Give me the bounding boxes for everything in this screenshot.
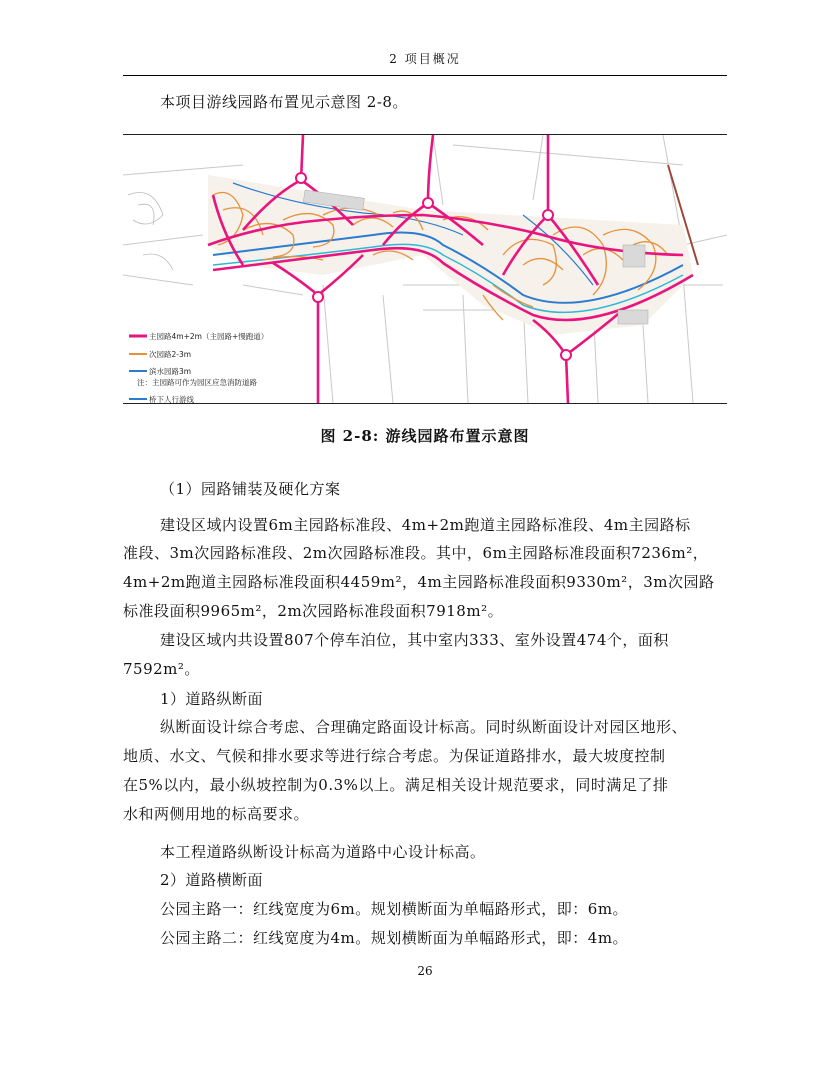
- legend-waterfront-path: 滨水园路3m: [149, 367, 192, 376]
- legend-main-path: 主园路4m+2m（主园路+慢跑道）: [149, 332, 269, 341]
- para3-line4: 水和两侧用地的标高要求。: [123, 805, 310, 823]
- para2-line2: 7592m²。: [123, 660, 200, 678]
- para3-line1: 纵断面设计综合考虑、合理确定路面设计标高。同时纵断面设计对园区地形、: [160, 718, 688, 736]
- para6: 公园主路二：红线宽度为4m。规划横断面为单幅路形式，即：4m。: [160, 929, 629, 947]
- section-heading: （1）园路铺装及硬化方案: [160, 480, 341, 498]
- para1-line3: 4m+2m跑道主园路标准段面积4459m²，4m主园路标准段面积9330m²，3m次园路: [123, 573, 715, 591]
- intro-text: 本项目游线园路布置见示意图 2-8。: [160, 93, 408, 111]
- legend-secondary-path: 次园路2-3m: [149, 350, 192, 359]
- page-number: 26: [417, 964, 433, 978]
- para3-line2: 地质、水文、气候和排水要求等进行综合考虑。为保证道路排水，最大坡度控制: [123, 747, 666, 765]
- subheading-longitudinal: 1）道路纵断面: [160, 690, 264, 708]
- subheading-cross-section: 2）道路横断面: [160, 871, 264, 889]
- page-header: 2 项目概况: [389, 52, 461, 66]
- legend-under-bridge: 桥下人行游线: [149, 395, 194, 403]
- para1-line1: 建设区域内设置6m主园路标准段、4m+2m跑道主园路标准段、4m主园路标: [160, 516, 691, 534]
- figure-caption: 图 2-8: 游线园路布置示意图: [320, 427, 530, 445]
- para3-line3: 在5%以内，最小纵坡控制为0.3%以上。满足相关设计规范要求，同时满足了排: [123, 776, 669, 794]
- header-rule: [123, 75, 727, 76]
- para2-line1: 建设区域内共设置807个停车泊位，其中室内333、室外设置474个，面积: [160, 631, 669, 649]
- legend-note: 注：主园路可作为园区应急消防道路: [137, 378, 257, 387]
- route-layout-map: [123, 134, 727, 404]
- para4: 本工程道路纵断设计标高为道路中心设计标高。: [160, 843, 486, 861]
- para1-line4: 标准段面积9965m²，2m次园路标准段面积7918m²。: [123, 602, 504, 620]
- para1-line2: 准段、3m次园路标准段、2m次园路标准段。其中，6m主园路标准段面积7236m²，: [123, 544, 709, 562]
- para5: 公园主路一：红线宽度为6m。规划横断面为单幅路形式，即：6m。: [160, 900, 629, 918]
- map-legend: [129, 331, 268, 403]
